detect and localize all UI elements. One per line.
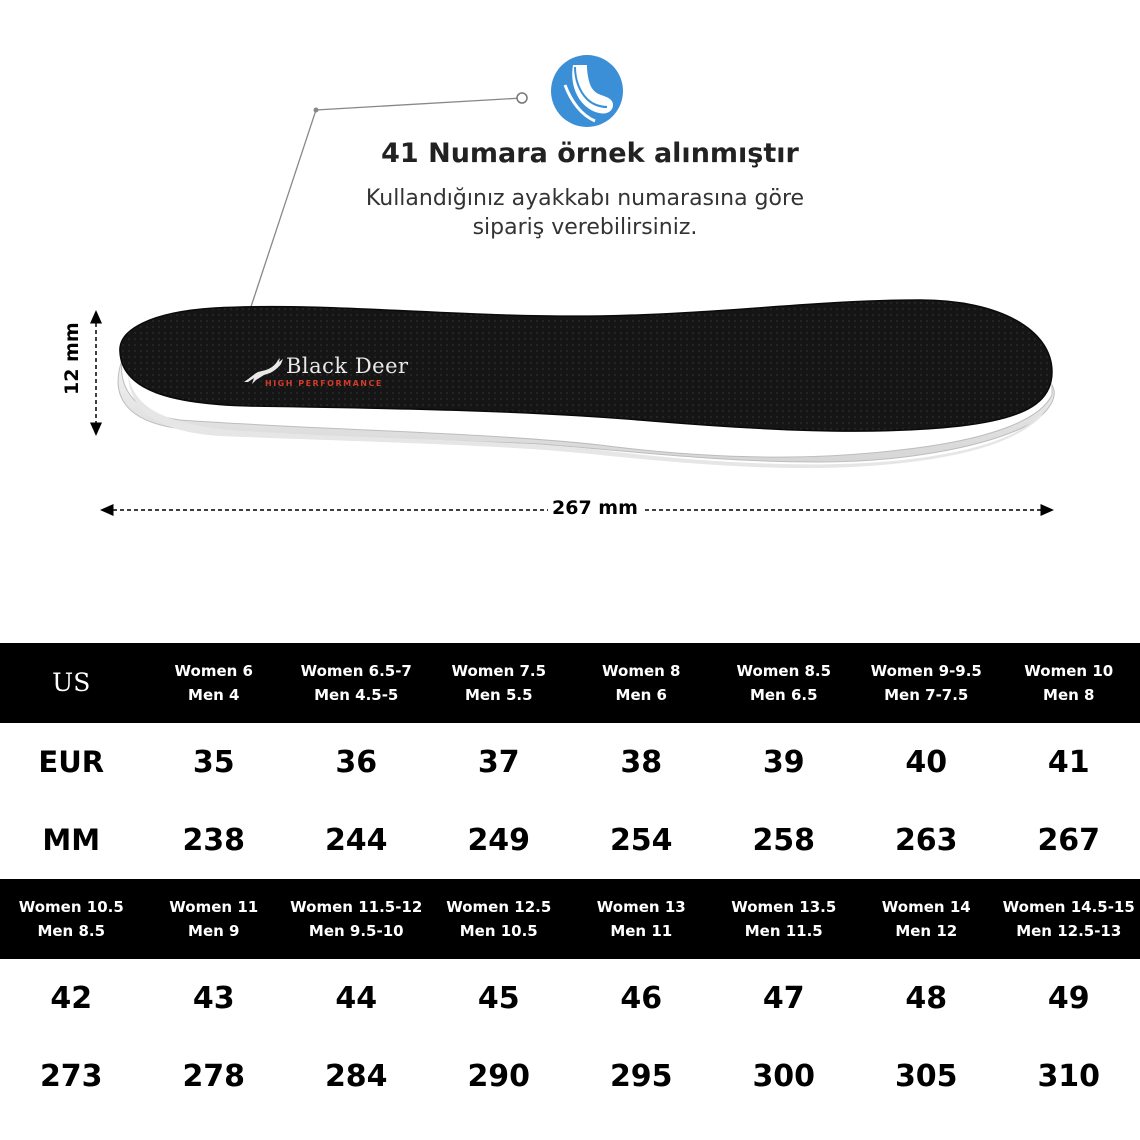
size-header-row — [0, 879, 1140, 959]
length-dimension-label: 267 mm — [548, 496, 642, 520]
men-size: Men 12 — [895, 922, 958, 940]
women-size: Women 14.5-15 — [1002, 898, 1135, 916]
size-header-cell — [855, 643, 998, 723]
eur-label: EUR — [38, 745, 105, 779]
us-label: US — [52, 668, 91, 697]
women-size: Women 7.5 — [451, 662, 547, 680]
men-size: Men 4 — [188, 686, 240, 704]
women-size: Women 11 — [169, 898, 259, 916]
order-instruction-line1: Kullandığınız ayakkabı numarasına göre — [365, 186, 805, 211]
brand-tagline: HIGH PERFORMANCE — [265, 379, 383, 388]
eur-size: 46 — [620, 980, 663, 1016]
mm-length: 284 — [324, 1058, 388, 1094]
eur-row — [0, 959, 1140, 1037]
men-size: Men 4.5-5 — [314, 686, 399, 704]
women-size: Women 6 — [174, 662, 253, 680]
eur-size: 42 — [50, 980, 93, 1016]
mm-length: 258 — [752, 822, 816, 858]
men-size: Men 12.5-13 — [1016, 922, 1122, 940]
mm-length: 310 — [1037, 1058, 1101, 1094]
women-size: Women 12.5 — [446, 898, 552, 916]
men-size: Men 10.5 — [459, 922, 538, 940]
eur-size: 36 — [335, 744, 378, 780]
mm-length: 244 — [324, 822, 388, 858]
size-header-cell — [143, 643, 286, 723]
size-header-cell — [713, 643, 856, 723]
mm-length: 305 — [894, 1058, 958, 1094]
size-header-cell — [855, 879, 998, 959]
eur-size: 38 — [620, 744, 663, 780]
mm-length: 295 — [609, 1058, 673, 1094]
size-header-cell — [570, 643, 713, 723]
mm-length: 290 — [467, 1058, 531, 1094]
brand-name: Black Deer — [286, 354, 409, 378]
eur-size: 44 — [335, 980, 378, 1016]
women-size: Women 8.5 — [736, 662, 832, 680]
mm-label: MM — [42, 823, 101, 857]
mm-row — [0, 801, 1140, 879]
women-size: Women 10 — [1024, 662, 1114, 680]
brand-logo — [238, 352, 468, 396]
size-chart — [0, 643, 1140, 1115]
mm-length: 249 — [467, 822, 531, 858]
mm-length: 263 — [894, 822, 958, 858]
eur-size: 40 — [905, 744, 948, 780]
men-size: Men 11 — [610, 922, 673, 940]
women-size: Women 8 — [602, 662, 681, 680]
men-size: Men 7-7.5 — [884, 686, 969, 704]
size-header-cell — [570, 879, 713, 959]
women-size: Women 13 — [596, 898, 686, 916]
men-size: Men 5.5 — [464, 686, 533, 704]
size-header-row — [0, 643, 1140, 723]
size-header-cell — [285, 643, 428, 723]
size-header-cell — [998, 879, 1140, 959]
mm-length: 238 — [182, 822, 246, 858]
mm-length: 278 — [182, 1058, 246, 1094]
eur-size: 43 — [192, 980, 235, 1016]
size-header-cell — [428, 879, 571, 959]
mm-length: 267 — [1037, 822, 1101, 858]
insole-illustration — [0, 0, 1140, 560]
women-size: Women 9-9.5 — [870, 662, 982, 680]
men-size: Men 6.5 — [749, 686, 818, 704]
size-header-cell — [713, 879, 856, 959]
size-header-cell — [998, 643, 1140, 723]
men-size: Men 9 — [188, 922, 240, 940]
men-size: Men 9.5-10 — [308, 922, 404, 940]
women-size: Women 11.5-12 — [290, 898, 423, 916]
women-size: Women 14 — [881, 898, 971, 916]
size-header-cell — [285, 879, 428, 959]
women-size: Women 10.5 — [18, 898, 124, 916]
eur-size: 35 — [192, 744, 235, 780]
eur-row — [0, 723, 1140, 801]
eur-size: 47 — [762, 980, 805, 1016]
size-header-cell — [428, 643, 571, 723]
size-header-cell — [143, 879, 286, 959]
sample-size-title: 41 Numara örnek alınmıştır — [381, 138, 799, 169]
mm-length: 254 — [609, 822, 673, 858]
mm-row — [0, 1037, 1140, 1115]
eur-size: 45 — [477, 980, 520, 1016]
mm-length: 273 — [39, 1058, 103, 1094]
women-size: Women 13.5 — [731, 898, 837, 916]
eur-size: 48 — [905, 980, 948, 1016]
order-instruction-line2: sipariş verebilirsiniz. — [472, 215, 698, 240]
mm-length: 300 — [752, 1058, 816, 1094]
eur-size: 37 — [477, 744, 520, 780]
height-dimension-label: 12 mm — [61, 322, 83, 395]
size-header-cell — [0, 879, 143, 959]
women-size: Women 6.5-7 — [300, 662, 412, 680]
foot-icon — [551, 55, 623, 127]
men-size: Men 6 — [615, 686, 667, 704]
eur-size: 39 — [762, 744, 805, 780]
eur-size: 49 — [1047, 980, 1090, 1016]
men-size: Men 8.5 — [37, 922, 106, 940]
men-size: Men 11.5 — [744, 922, 823, 940]
eur-size: 41 — [1047, 744, 1090, 780]
men-size: Men 8 — [1043, 686, 1095, 704]
order-instruction — [300, 184, 870, 242]
